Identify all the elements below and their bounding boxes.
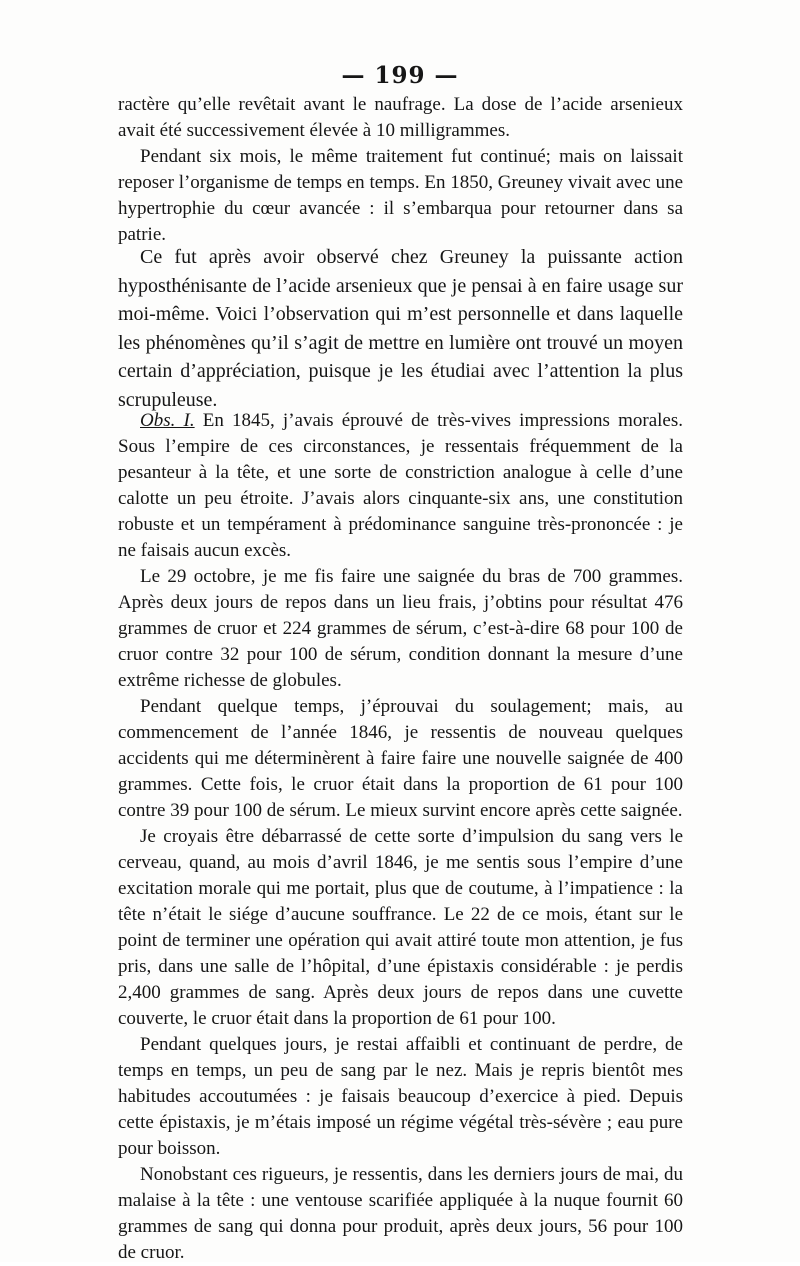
- observation-label: Obs. I.: [140, 410, 195, 431]
- paragraph: Pendant quelques jours, je restai affaibli et continuant de perdre, de temps en temps, un peu de sang par le nez. Mais je repris bientôt mes habitudes accoutumées : je faisais beaucoup d’exercice à pied. Depuis cette épistaxis, je m’étais imposé un régime végétal très-sévère ; eau pure pour boisson.: [118, 1034, 683, 1159]
- paragraph: Je croyais être débarrassé de cette sorte d’impulsion du sang vers le cerveau, quand, au mois d’avril 1846, je me sentis sous l’empire d’une excitation morale qui me portait, plus que de coutume, à l’impatience : la tête n’était le siége d’aucune souffrance. Le 22 de ce mois, étant sur le point de terminer une opération qui avait attiré toute mon attention, je fus pris, dans une salle de l’hôpital, d’une épistaxis considérable : je perdis 2,400 grammes de sang. Après deux jours de repos dans une cuvette couverte, le cruor était dans la proportion de 61 pour 100.: [118, 826, 683, 1029]
- paragraph: Nonobstant ces rigueurs, je ressentis, dans les derniers jours de mai, du malaise à la tête : une ventouse scarifiée appliquée à la nuque fournit 60 grammes de sang qui donna pour produit, après deux jours, 56 pour 100 de cruor.: [118, 1164, 683, 1263]
- observation-opening-text: En 1845, j’avais éprouvé de très-vives impressions morales. Sous l’empire de ces circonstances, je ressentais fréquemment de la pesanteur à la tête, et une sorte de constriction analogue à celle d’une calotte un peu étroite. J’avais alors cinquante-six ans, une constitution robuste et un tempérament à prédominance sanguine très-prononcée : je ne faisais aucun excès.: [118, 410, 683, 561]
- paragraph: Le 29 octobre, je me fis faire une saignée du bras de 700 grammes. Après deux jours de repos dans un lieu frais, j’obtins pour résultat 476 grammes de cruor et 224 grammes de sérum, c’est-à-dire 68 pour 100 de cruor contre 32 pour 100 de sérum, condition donnant la mesure d’une extrême richesse de globules.: [118, 566, 683, 691]
- observation-one: [118, 408, 683, 1266]
- observation-opening-paragraph: [118, 408, 683, 564]
- introduction-paragraph: [118, 243, 683, 414]
- paragraph: Ce fut après avoir observé chez Greuney la puissante action hyposthénisante de l’acide arsenieux que je pensai à en faire usage sur moi-même. Voici l’observation qui m’est personnelle et dans laquelle les phénomènes qu’il s’agit de mettre en lumière ont trouvé un moyen certain d’appréciation, puisque je les étudiai avec l’attention la plus scrupuleuse.: [118, 246, 683, 411]
- paragraph: Pendant six mois, le même traitement fut continué; mais on laissait reposer l’organisme de temps en temps. En 1850, Greuney vivait avec une hypertrophie du cœur avancée : il s’embarqua pour retourner dans sa patrie.: [118, 146, 683, 245]
- continued-observation-text: [118, 92, 683, 248]
- page-number: — 199 —: [341, 62, 459, 89]
- paragraph: Pendant quelque temps, j’éprouvai du soulagement; mais, au commencement de l’année 1846, je ressentis de nouveau quelques accidents qui me déterminèrent à faire faire une nouvelle saignée de 400 grammes. Cette fois, le cruor était dans la proportion de 61 pour 100 contre 39 pour 100 de sérum. Le mieux survint encore après cette saignée.: [118, 696, 683, 821]
- paragraph: ractère qu’elle revêtait avant le naufrage. La dose de l’acide arsenieux avait été successivement élevée à 10 milligrammes.: [118, 94, 683, 141]
